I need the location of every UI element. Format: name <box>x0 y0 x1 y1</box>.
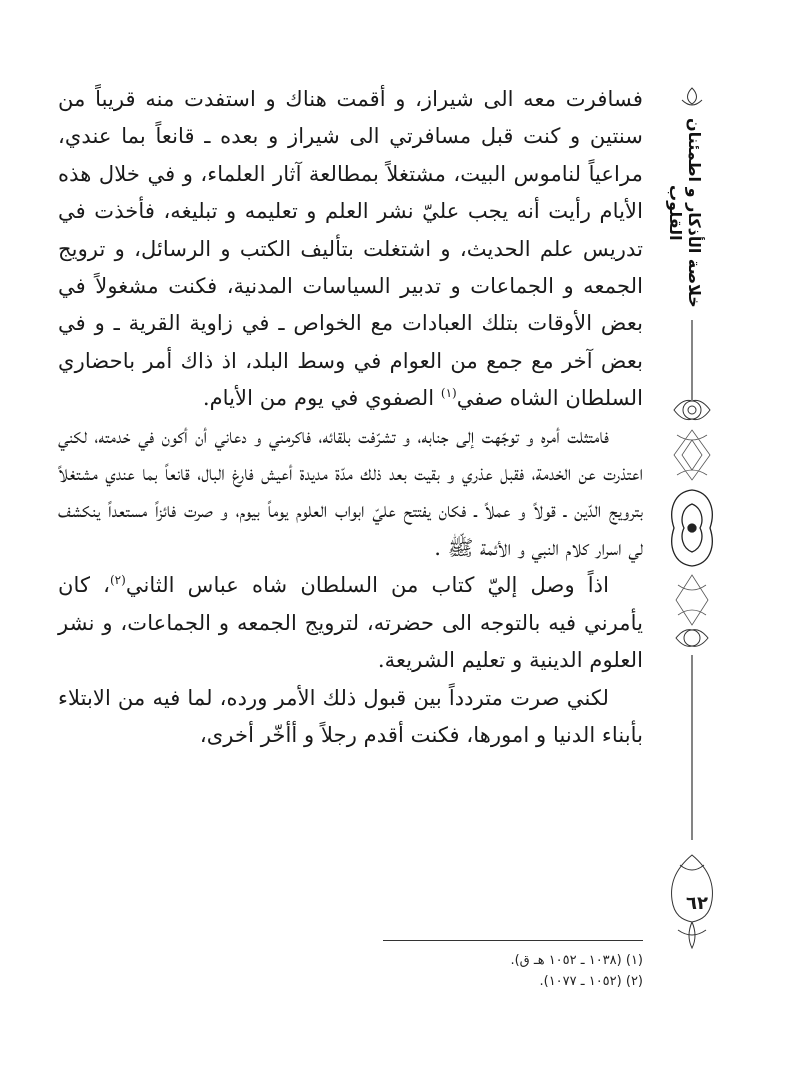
paragraph-1-tail: الصفوي في يوم من الأيام. <box>202 385 441 411</box>
paragraph-4-text: لكني صرت متردداً بين قبول ذلك الأمر ورده، لما فيه من الابتلاء بأبناء الدنيا و امورها، فكنت أقدم رجلاً و أأخّر أخرى، <box>58 684 643 747</box>
footnote-ref-2[interactable]: (٢) <box>109 573 126 588</box>
footnote-divider <box>383 940 643 941</box>
lattice-ornament-icon <box>674 430 710 480</box>
page-number: ٦٢ <box>686 893 708 914</box>
paragraph-2-text: فامتثلت أمره و توجّهت إلى جنابه، و تشرّفت بلقائه، فاكرمني و دعاني أن أكون في خدمته، لكني اعتذرت عن الخدمة، فقبل عذري و بقيت بعد ذلك مدّة مديدة أعيش فارغ البال، قانعاً بما عندي مشتغلاً بترويج الدّين ـ قولاً و عملاً ـ فكان يفتتح عليّ ابواب العلوم يوماً بيوم، و صرت فائزاً مستعداً ينكشف لي اسرار كلام النبي و الأئمة ﷺ . <box>58 422 643 560</box>
paragraph-1 <box>58 80 643 417</box>
paragraph-1-text: فسافرت معه الى شيراز، و أقمت هناك و استفدت منه قريباً من سنتين و كنت قبل مسافرتي الى شيراز و بعده ـ قانعاً بما عندي، مراعياً لناموس البيت، مشتغلاً بمطالعة آثار العلماء، و في خلال هذه الأيام رأيت أنه يجب عليّ نشر العلم و تعليمه و تبليغه، فأخذت في تدريس علم الحديث، و اشتغلت بتأليف الكتب و الرسائل، و ترويج الجمعه و الجماعات و تدبير السياسات المدنية، فكنت مشغولاً في بعض الأوقات بتلك العبادات مع الخواص ـ في زاوية القرية ـ و في بعض آخر مع جمع من العوام في وسط البلد، اذ ذاك أمر باحضاري السلطان الشاه صفي <box>58 86 643 411</box>
footnote-ref-1[interactable]: (١) <box>440 386 457 401</box>
main-text <box>58 80 643 753</box>
lattice-ornament-lower-icon <box>676 575 708 625</box>
paragraph-4 <box>58 679 643 754</box>
rosette-icon <box>674 400 710 419</box>
paragraph-2 <box>58 417 643 567</box>
rosette-lower-icon <box>676 630 708 647</box>
footnote-2: (٢) (١٠٥٢ ـ ١٠٧٧). <box>539 974 643 989</box>
footnote-1: (١) (١٠٣٨ ـ ١٠٥٢ هـ ق). <box>510 953 643 968</box>
medallion-icon <box>672 490 713 566</box>
paragraph-3-tail: ، كان يأمرني فيه بالتوجه الى حضرته، لترويج الجمعه و الجماعات، و نشر العلوم الدينية و تعليم الشريعة. <box>58 572 643 673</box>
paragraph-3-text: اذاً وصل إليّ كتاب من السلطان شاه عباس الثاني <box>125 572 609 598</box>
footnotes <box>383 950 643 992</box>
running-head: خلاصة الأذكار و اطمئنان القلوب <box>666 117 704 308</box>
paragraph-3 <box>58 566 643 678</box>
